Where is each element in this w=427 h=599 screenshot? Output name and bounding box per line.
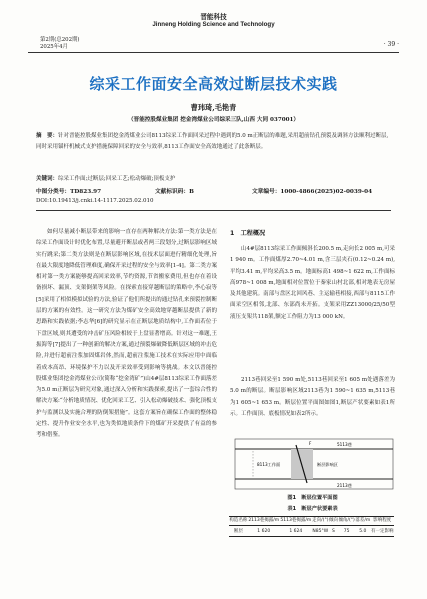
table-cell: 有一定影响 [371,526,394,537]
table-header-cell: 走向/(°) [312,517,329,526]
table-cell: 5.0 [355,526,370,537]
intro-text [36,227,217,442]
table-header-cell: 影响程度 [371,517,394,526]
table-header-cell: 2113巷揭露/m [248,517,280,526]
table-caption: 表1 断层产状要素表 [287,506,338,512]
issue-line-1: 第2期(总202期) [40,37,80,43]
journal-title-en: Jinneng Holding Science and Technology [152,21,275,28]
figure-caption: 图1 断层位置平面图 [287,495,338,501]
table-cell: S [329,526,338,537]
fault-attributes-table [229,516,394,537]
doi: DOI:10.19413/j.cnki.14-1117.2025.02.010 [36,198,154,204]
table-header-cell: 构造名称 [229,517,248,526]
article-title: 综采工作面安全高效过断层技术实践 [89,75,338,93]
issue-line-2: 2025年4月 [40,44,68,51]
label-zone: 断层影响区 [317,462,338,467]
clc-number: 中图分类号：TD823.97 [36,189,102,195]
table-cell: 75 [338,526,355,537]
fault-location-svg [233,437,395,491]
section-paragraph-2 [230,375,395,420]
table-cell: 断层 [229,526,248,537]
article-id: 文章编号：1000-4866(2025)02-0039-04 [252,189,373,195]
journal-title-cn: 晋能科技 [200,13,227,21]
issue-info [40,37,80,51]
label-2113: 2113巷 [337,483,352,488]
label-5113: 5113巷 [337,442,352,447]
intro-paragraph: 如何尽量减小断层带来的影响一直存在两种解决方法:第一类方法是在综采工作面设计时优化布置,尽量避开断层或者两三段划分,过断层影响区域实行跳采;第二类方法则是在断层影响区域,在技术层面进行精细化处理,旨在最大限度地降低管理难度,确保开采过程的安全与效率[1-4]。第二类方案相对第一类方案能够提高回采效率,节约资源,节省搬家费用,但也存在着设备损坏、漏顶、支架倒架等风险。在探索直接穿越断层的策略中,李心寂等[5]采用了相似模拟试验的方法,验证了他们所提出的通过钻孔来预裂控制断层的方案的有效性。这一研究方法为煤矿安全高效地穿越断层提供了新的思路和实践依据;李志华[6]的研究显示在正断层地质结构中,工作面若位于下盘区域,则其遭受的冲击矿压风险相较于上盘显著增高。针对这一难题,王振海等[7]提出了一种创新的解决方案,通过预裂爆破降低断层区域的冲击危险,并进行超前注浆加固煤岩体,然而,超前注浆施工技术在实际应用中面临着成本高昂、环境保护不力以及开采效率受到影响等挑战。本文以晋能控股煤业集团挖金湾煤业公司(简称“挖金湾矿”)山4#层8113综采工作面落差为5.0 m正断层为研究对象,通过深入分析和实践探索,提出了一套综合性的解决方案:“分析地质情况、优化回采工艺、引入松动爆破技术、强化顶板支护与监测以及实施合理的防倒架措施”。这套方案旨在确保工作面的整体稳定性、提升作业安全水平,也为类似地质条件下的煤矿开采提供了有益的参考和借鉴。 [36,229,217,439]
affiliation: （晋能控股煤业集团 挖金湾煤业公司综采三队,山西 大同 037001） [128,117,299,123]
table-cell: 1 620 [248,526,280,537]
header-rule [28,52,399,53]
label-fault: F [309,441,312,446]
abstract-label: 摘 要： [36,133,59,139]
fault-location-figure [233,437,395,491]
table-cell: N85°W [312,526,329,537]
abstract-text: 针对晋能控股煤业集团挖金湾煤业公司8113综采工作面回采过程中遇到的5.0 m正断层的难题,采用超前钻孔预裂及调斜方法顺利过断层,同时采用锚杆机械式支护措施保障回采的安全与效率,8113工作面安全高效地通过了此条断层。 [36,133,389,151]
document-code: 文献标识码：B [155,189,194,195]
table-header-cell: 落差/m [355,517,370,526]
keywords-text: 综采工作面;过断层;回采工艺;松动爆破;顶板支护 [58,176,176,182]
table-cell: 1 624 [280,526,312,537]
section-paragraph-2-text: 2113巷回采至1 590 m处,5113巷回采至1 605 m处遇落差为5.0 m的断层。断层影响区域2113巷为1 590~1 635 m,5113巷为1 605~1 653 m。断层位置平面图如图1,断层产状要素如表1所示。工作面顶、底板情况如表2所示。 [230,377,395,417]
table-header-cell: 倾向 [329,517,338,526]
table-header-cell: 5113巷揭露/m [280,517,312,526]
label-face: 8113工作面 [257,462,281,467]
table-header-row [229,517,394,526]
page-number: · 39 · [383,41,399,48]
section-paragraph-1-text: 山4#层8113综采工作面倾斜长200.5 m,走向长2 005 m,可采1 940 m。工作面煤厚2.70~4.01 m,含三层夹石(0.12~0.24 m),平均3.41 m,平均采高3.5 m。地面标高1 498~1 622 m,工作面标高978~1 008 m,地面相对位置位于秦家山村北部,相对地表无房屋及其他建筑。南部与盘区北回风巷、主运输巷相接,西部与8115工作面采空区相邻,北部、东部尚未开拓。支架采用ZZ13000/25/50型液压支架共118架,额定工作阻力为13 000 kN。 [230,246,395,320]
abstract [36,131,391,153]
table-header-cell: 倾角/(°) [338,517,355,526]
section-paragraph-1 [230,244,395,323]
table-row [229,526,394,537]
abstract-rule [36,210,391,211]
authors: 曹玮琦,毛艳青 [190,103,237,112]
keywords-label: 关键词： [36,176,59,182]
section-heading: 1 工程概况 [230,230,266,237]
keywords [36,174,391,182]
